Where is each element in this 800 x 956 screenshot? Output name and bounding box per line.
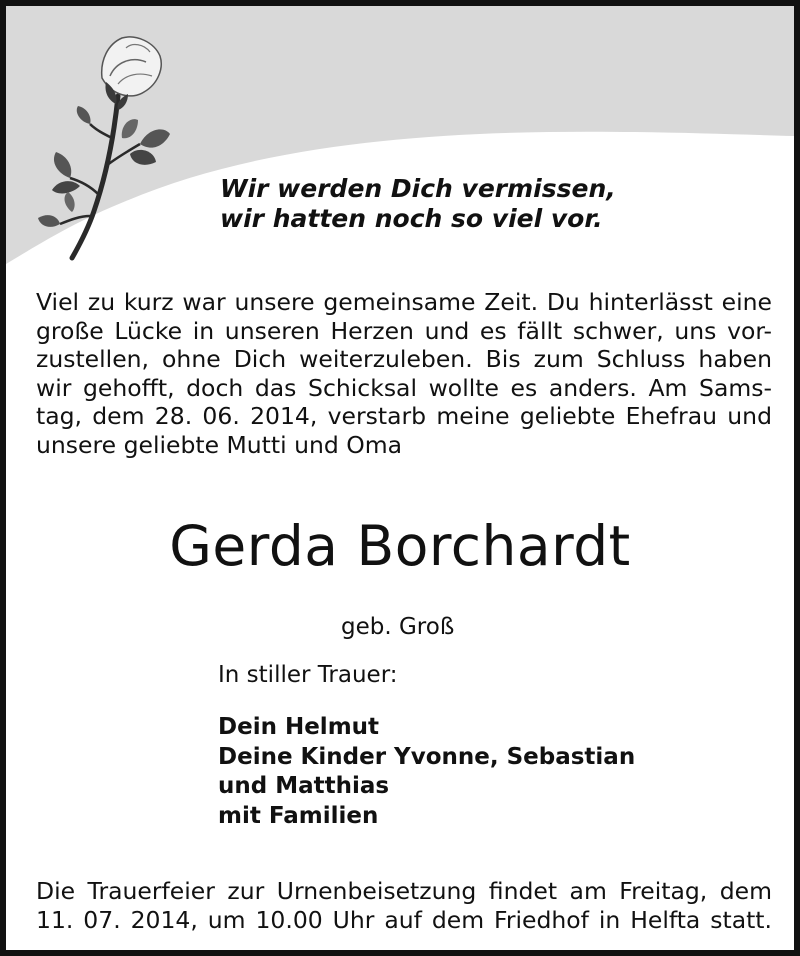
mourner-entry: Dein Helmut (218, 714, 380, 740)
rose-icon (36, 26, 176, 261)
service-line: Die Trauerfeier zur Urnenbeisetzung findet am Freitag, dem (36, 877, 772, 905)
mourners-list (218, 713, 635, 831)
service-line: 11. 07. 2014, um 10.00 Uhr auf dem Friedhof in Helfta statt. (36, 906, 772, 934)
intro-line: zustellen, ohne Dich weiterzuleben. Bis zum Schluss haben (36, 345, 772, 373)
mourner-entry: mit Familien (218, 802, 379, 829)
birth-name: geb. Groß (341, 614, 455, 640)
deceased-name: Gerda Borchardt (169, 514, 631, 578)
intro-line: unsere geliebte Mutti und Oma (36, 430, 403, 459)
motto-line: Wir werden Dich vermissen, (220, 174, 616, 203)
mourning-label: In stiller Trauer: (218, 662, 398, 688)
intro-paragraph (36, 288, 772, 459)
funeral-service-info (36, 877, 772, 935)
motto (220, 174, 616, 234)
intro-line: tag, dem 28. 06. 2014, verstarb meine geliebte Ehefrau und (36, 402, 772, 430)
mourner-entry: und Matthias (218, 773, 390, 799)
intro-line: wir gehofft, doch das Schicksal wollte es anders. Am Sams- (36, 373, 772, 402)
motto-line: wir hatten noch so viel vor. (220, 204, 603, 233)
intro-line: große Lücke in unseren Herzen und es fällt schwer, uns vor- (36, 316, 772, 345)
intro-line: Viel zu kurz war unsere gemeinsame Zeit. Du hinterlässt eine (36, 288, 772, 316)
mourner-entry: Deine Kinder Yvonne, Sebastian (218, 743, 636, 770)
